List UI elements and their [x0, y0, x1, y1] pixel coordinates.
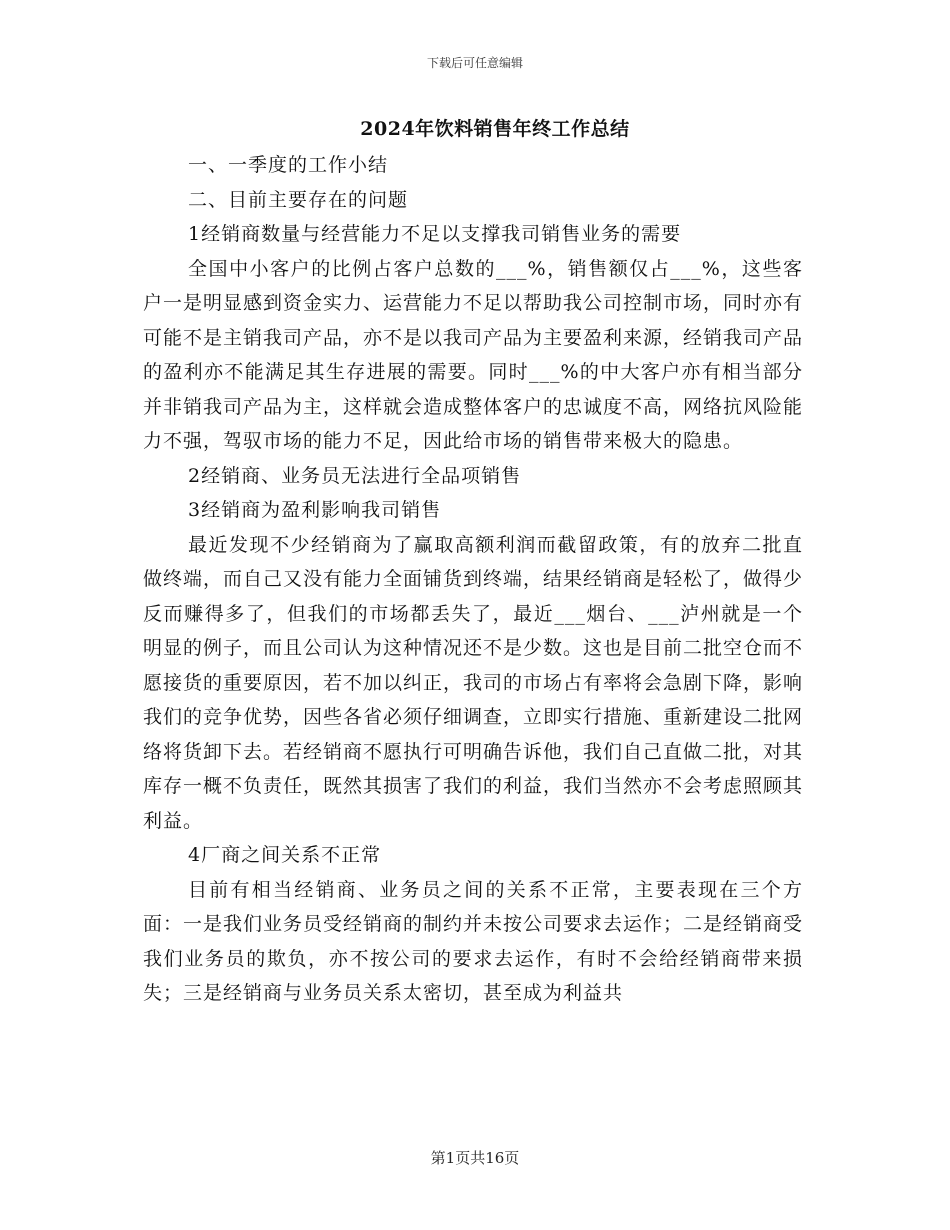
section-heading: 一、一季度的工作小结	[188, 154, 389, 176]
subsection-heading: 3经销商为盈利影响我司销售	[188, 499, 442, 521]
page-number: 第1页共16页	[430, 1149, 520, 1167]
subsection-heading: 2经销商、业务员无法进行全品项销售	[188, 464, 522, 487]
document-body	[143, 148, 803, 1011]
header-note: 下载后可任意编辑	[426, 56, 523, 70]
section-heading: 二、目前主要存在的问题	[188, 188, 409, 211]
body-paragraph: 目前有相当经销商、业务员之间的关系不正常，主要表现在三个方面：一是我们业务员受经销商的制约并未按公司要求去运作；二是经销商受我们业务员的欺负，亦不按公司的要求去运作，有时不会给经销商带来损失；三是经销商与业务员关系太密切，甚至成为利益共	[143, 878, 804, 1004]
body-paragraph: 最近发现不少经销商为了赢取高额利润而截留政策，有的放弃二批直做终端，而自己又没有能力全面铺货到终端，结果经销商是轻松了，做得少反而赚得多了，但我们的市场都丢失了，最近___烟台、___泸州就是一个明显的例子，而且公司认为这种情况还不是少数。这也是目前二批空仓而不愿接货的重要原因，若不加以纠正，我司的市场占有率将会急剧下降，影响我们的竞争优势，因些各省必须仔细调查，立即实行措施、重新建设二批网络将货卸下去。若经销商不愿执行可明确告诉他，我们自己直做二批，对其库存一概不负责任，既然其损害了我们的利益，我们当然亦不会考虑照顾其利益。	[143, 533, 804, 832]
subsection-heading: 4厂商之间关系不正常	[188, 844, 382, 866]
document-title: 2024年饮料销售年终工作总结	[360, 118, 630, 140]
body-paragraph: 全国中小客户的比例占客户总数的___%，销售额仅占___%，这些客户一是明显感到资金实力、运营能力不足以帮助我公司控制市场，同时亦有可能不是主销我司产品，亦不是以我司产品为主要盈利来源，经销我司产品的盈利亦不能满足其生存进展的需要。同时___%的中大客户亦有相当部分并非销我司产品为主，这样就会造成整体客户的忠诚度不高，网络抗风险能力不强，驾驭市场的能力不足，因此给市场的销售带来极大的隐患。	[143, 257, 804, 452]
subsection-heading: 1经销商数量与经营能力不足以支撑我司销售业务的需要	[188, 223, 682, 245]
